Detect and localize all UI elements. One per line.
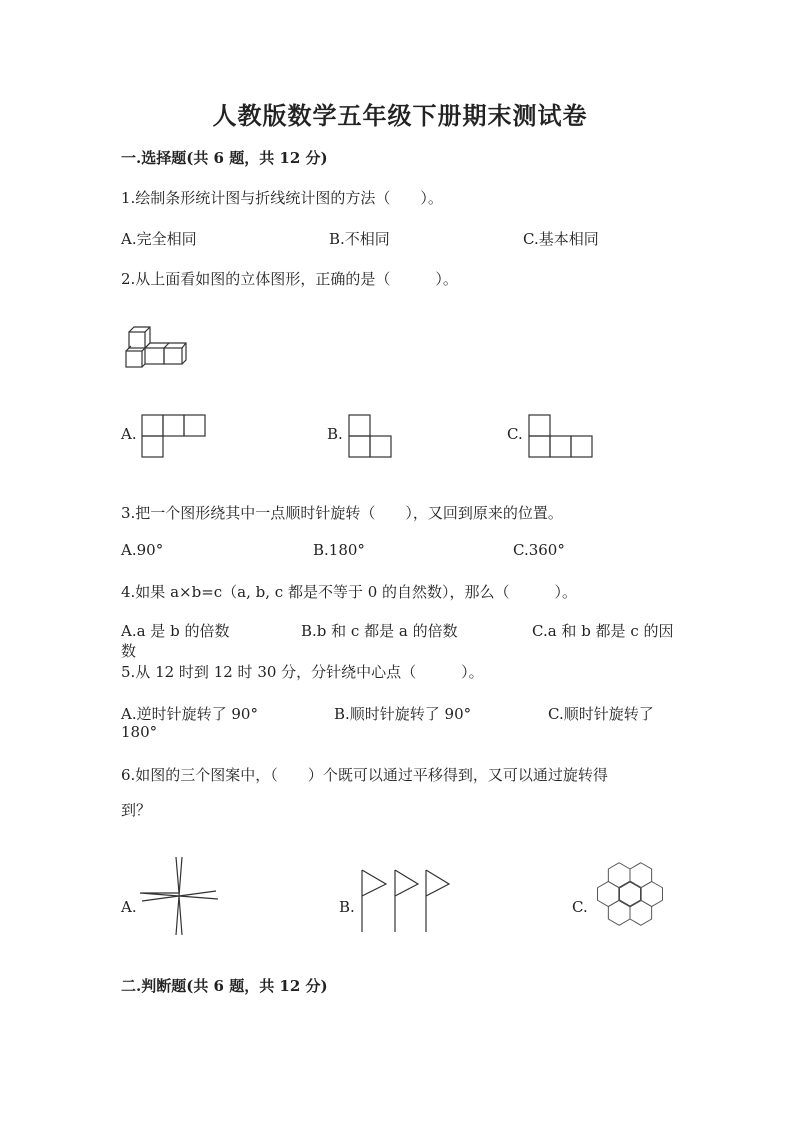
q1-option-b[interactable]: B.不相同 bbox=[329, 230, 390, 248]
section-judgement-heading: 二.判断题(共 6 题，共 12 分) bbox=[121, 977, 328, 995]
question-6: 6.如图的三个图案中，（ ）个既可以通过平移得到，又可以通过旋转得 bbox=[121, 766, 608, 784]
hexagon-cell bbox=[598, 882, 620, 907]
question-4: 4.如果 a×b=c（a, b, c 都是不等于 0 的自然数），那么（ ）。 bbox=[121, 583, 578, 601]
hexagon-cell bbox=[619, 882, 641, 907]
q6-option-b-flags[interactable] bbox=[358, 866, 453, 936]
q1-option-a[interactable]: A.完全相同 bbox=[121, 230, 197, 248]
q5-option-c-wrap: 180° bbox=[121, 723, 158, 741]
q2-solid-figure bbox=[120, 320, 190, 370]
q5-option-a[interactable]: A.逆时针旋转了 90° bbox=[121, 705, 258, 723]
q2-option-c-figure[interactable] bbox=[527, 413, 595, 461]
question-1: 1.绘制条形统计图与折线统计图的方法（ ）。 bbox=[121, 189, 443, 207]
q4-option-a[interactable]: A.a 是 b 的倍数 bbox=[121, 622, 230, 640]
q6-option-c-hexagons[interactable] bbox=[590, 854, 670, 934]
q2-option-b-figure[interactable] bbox=[347, 413, 395, 461]
q6-option-a-pinwheel[interactable] bbox=[138, 855, 220, 937]
q6-option-a-label[interactable]: A. bbox=[121, 898, 137, 916]
q3-option-b[interactable]: B.180° bbox=[313, 541, 365, 559]
q2-option-a-label[interactable]: A. bbox=[121, 425, 137, 443]
hexagon-cell bbox=[641, 882, 663, 907]
q1-option-c[interactable]: C.基本相同 bbox=[523, 230, 599, 248]
question-5: 5.从 12 时到 12 时 30 分，分针绕中心点（ ）。 bbox=[121, 663, 484, 681]
q2-option-c-label[interactable]: C. bbox=[507, 425, 523, 443]
q2-option-b-label[interactable]: B. bbox=[327, 425, 343, 443]
q2-option-a-figure[interactable] bbox=[140, 413, 208, 459]
section-choice-heading: 一.选择题(共 6 题，共 12 分) bbox=[121, 149, 328, 167]
q6-option-b-label[interactable]: B. bbox=[339, 898, 355, 916]
q3-option-a[interactable]: A.90° bbox=[121, 541, 164, 559]
q6-option-c-label[interactable]: C. bbox=[572, 898, 588, 916]
q5-option-b[interactable]: B.顺时针旋转了 90° bbox=[334, 705, 472, 723]
page-title: 人教版数学五年级下册期末测试卷 bbox=[212, 101, 588, 130]
q4-option-c[interactable]: C.a 和 b 都是 c 的因 bbox=[532, 622, 674, 640]
question-6-cont: 到？ bbox=[121, 801, 152, 819]
question-2: 2.从上面看如图的立体图形，正确的是（ ）。 bbox=[121, 270, 458, 288]
q4-option-c-wrap: 数 bbox=[121, 642, 137, 660]
q4-option-b[interactable]: B.b 和 c 都是 a 的倍数 bbox=[301, 622, 458, 640]
question-3: 3.把一个图形绕其中一点顺时针旋转（ ），又回到原来的位置。 bbox=[121, 504, 563, 522]
q5-option-c[interactable]: C.顺时针旋转了 bbox=[548, 705, 654, 723]
q3-option-c[interactable]: C.360° bbox=[513, 541, 565, 559]
